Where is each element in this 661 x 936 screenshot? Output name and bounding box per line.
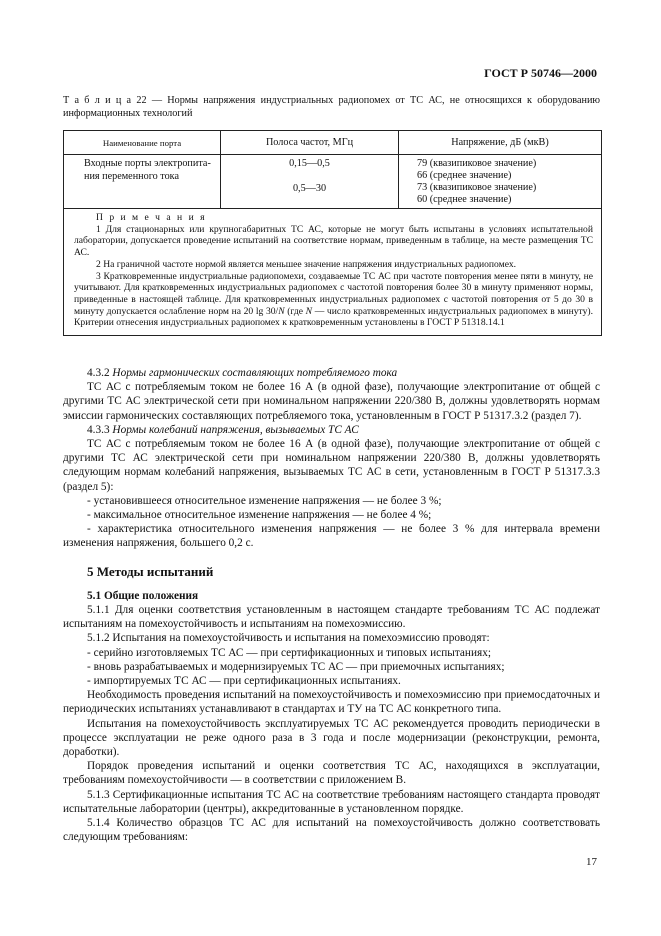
table-header-row	[64, 131, 601, 155]
paragraph: ТС АС с потребляемым током не более 16 А (в одной фазе), получающие электропитание от общей с другими ТС АС электрической сети при номинальном напряжении 220/380 В, должны удовлетворять следующим нормам колебаний напряжения, вызываемых ТС АС в сети, установленным в ГОСТ Р 51317.3.3 (раздел 5):	[63, 438, 600, 493]
paragraph: Испытания на помехоустойчивость эксплуатируемых ТС АС рекомендуется проводить периодически в процессе эксплуатации не реже одного раза в 3 года и после модернизации (реконструкции, ремонта, доработки).	[63, 717, 600, 759]
emission-limits-table	[63, 130, 602, 336]
voltage-4: 60 (среднее значение)	[417, 194, 512, 205]
list-item: - серийно изготовляемых ТС АС — при сертификационных и типовых испытаниях;	[87, 646, 491, 659]
table-caption-label: Т а б л и ц а	[63, 95, 132, 106]
body-text	[63, 366, 600, 845]
list-item: - импортируемых ТС АС — при сертификационных испытаниях.	[87, 675, 401, 688]
cell-frequency	[221, 155, 399, 208]
frequency-band-1: 0,15—0,5	[289, 158, 330, 169]
table-caption	[63, 95, 600, 120]
paragraph: 5.1.4 Количество образцов ТС АС для испытаний на помехоустойчивость должно соответствовать следующим требованиям:	[63, 817, 600, 844]
note-3: 3 Кратковременные индустриальные радиопомехи, создаваемые ТС АС при частоте повторения менее пяти в минуту, не учитывают. Для кратковременных индустриальных радиопомех с частотой повторения более 30 в минуту применяют нормы, приведенные в настоящей таблице. Для кратковременных индустриальных радиопомех с частотой повторения от 5 до 30 в минуту допускается ослабление норм на 20 lg 30/N (где N — число кратковременных индустриальных радиопомех в минуту). Критерии отнесения индустриальных радиопомех к кратковременным установлены в ГОСТ Р 51318.14.1	[74, 270, 593, 329]
list-item: - установившееся относительное изменение напряжения — не более 3 %;	[87, 494, 442, 507]
document-id-header: ГОСТ Р 50746—2000	[484, 66, 597, 80]
paragraph: ТС АС с потребляемым током не более 16 А (в одной фазе), получающие электропитание от общей с другими ТС АС электрической сети при номинальном напряжении 220/380 В, должны удовлетворять нормам эмиссии гармонических составляющих потребляемого тока, установленным в ГОСТ Р 51317.3.2 (раздел 7).	[63, 381, 600, 422]
voltage-2: 66 (среднее значение)	[417, 170, 512, 181]
header-voltage: Напряжение, дБ (мкВ)	[451, 137, 549, 148]
voltage-1: 79 (квазипиковое значение)	[417, 158, 537, 169]
list-item: - максимальное относительное изменение напряжения — не более 4 %;	[87, 509, 432, 522]
cell-port: Входные порты электропита-ния переменного тока	[64, 155, 221, 208]
table-row	[64, 155, 601, 209]
header-frequency: Полоса частот, МГц	[221, 131, 399, 154]
frequency-band-2: 0,5—30	[292, 182, 327, 194]
page-number: 17	[586, 856, 597, 868]
note-2: 2 На граничной частоте нормой является меньшее значение напряжения индустриальных радиопомех.	[96, 258, 517, 270]
paragraph: Порядок проведения испытаний и оценки соответствия ТС АС, находящихся в эксплуатации, требованиям помехоустойчивости — в соответствии с приложением В.	[63, 760, 600, 787]
list-item: - вновь разрабатываемых и модернизируемых ТС АС — при приемочных испытаниях;	[87, 660, 505, 673]
table-notes	[64, 209, 601, 335]
section-5-heading: 5 Методы испытаний	[87, 563, 214, 579]
section-5-1-heading: 5.1 Общие положения	[87, 589, 199, 602]
notes-title: П р и м е ч а н и я	[96, 212, 207, 223]
cell-voltage	[399, 155, 601, 208]
paragraph: 5.1.2 Испытания на помехоустойчивость и испытания на помехоэмиссию проводят:	[87, 632, 490, 645]
list-item: - характеристика относительного изменения напряжения — не более 3 % для интервала времени изменения напряжения, большего 0,2 с.	[63, 523, 600, 550]
voltage-3: 73 (квазипиковое значение)	[417, 182, 537, 193]
paragraph: 5.1.1 Для оценки соответствия установленным в настоящем стандарте требованиям ТС АС подлежат испытаниям на помехоустойчивость и испытаниям на помехоэмиссию.	[63, 604, 600, 631]
section-4-3-3-heading: 4.3.3 Нормы колебаний напряжения, вызываемых ТС АС	[87, 423, 359, 436]
paragraph: Необходимость проведения испытаний на помехоустойчивость и помехоэмиссию при приемосдаточных и периодических испытаниях устанавливают в стандартах и ТУ на ТС АС конкретного типа.	[63, 689, 600, 716]
header-port: Наименование порта	[64, 131, 221, 154]
note-1: 1 Для стационарных или крупногабаритных ТС АС, которые не могут быть испытаны в условиях испытательной лаборатории, допускается проведение испытаний на соответствие нормам, приведенным в таблице, на месте размещения ТС АС.	[74, 223, 593, 259]
table-caption-text: 22 — Нормы напряжения индустриальных радиопомех от ТС АС, не относящихся к оборудованию информационных технологий	[63, 95, 601, 119]
section-4-3-2-heading: 4.3.2 Нормы гармонических составляющих потребляемого тока	[87, 367, 398, 379]
paragraph: 5.1.3 Сертификационные испытания ТС АС на соответствие требованиям настоящего стандарта проводят испытательные лаборатории (центры), аккредитованные в установленном порядке.	[63, 788, 600, 815]
